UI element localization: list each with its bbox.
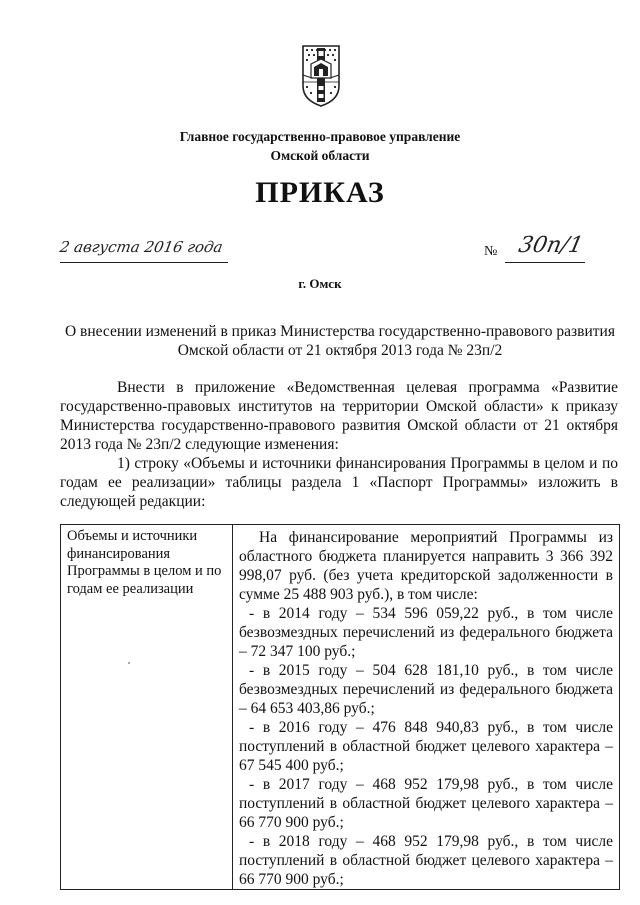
handwritten-number: 30п/1 (516, 233, 586, 258)
organization-name-line-2: Омской области (270, 148, 370, 163)
number-label: № (484, 244, 498, 259)
coat-of-arms-emblem (300, 42, 342, 108)
scan-speck (128, 662, 130, 664)
table-row (61, 525, 620, 890)
number-field (505, 232, 585, 263)
financing-item-2016: - в 2016 году – 476 848 940,83 руб., в том числе поступлений в областной бюджет целевого характера – 67 545 400 руб.; (239, 719, 613, 774)
financing-item-2018: - в 2018 году – 468 952 179,98 руб., в том числе поступлений в областной бюджет целевого характера – 66 770 900 руб.; (239, 833, 613, 888)
date-field (60, 232, 228, 263)
table-cell-label: Объемы и источники финансирования Программы в целом и по годам ее реализации (61, 525, 233, 890)
document-title: ПРИКАЗ (255, 176, 385, 209)
table-cell-content (233, 525, 620, 890)
financing-intro: На финансирование мероприятий Программы из областного бюджета планируется направить 3 366 392 998,07 руб. (без учета кредиторской задолженности в сумме 25 488 903 руб.), в том числе: (239, 529, 613, 603)
financing-item-2014: - в 2014 году – 534 596 059,22 руб., в том числе безвозмездных перечислений из федерального бюджета – 72 347 100 руб.; (239, 605, 613, 660)
city: г. Омск (298, 276, 342, 291)
organization-name-line-1: Главное государственно-правовое управление (179, 129, 461, 144)
order-subject: О внесении изменений в приказ Министерства государственно-правового развития Омской области от 21 октября 2013 года № 23п/2 (64, 323, 615, 359)
handwritten-date: 2 августа 2016 года (58, 238, 225, 256)
passport-table (60, 524, 620, 890)
body-paragraph-2: 1) строку «Объемы и источники финансирования Программы в целом и по годам ее реализации» таблицы раздела 1 «Паспорт Программы» изложить в следующей редакции: (60, 455, 618, 510)
financing-item-2017: - в 2017 году – 468 952 179,98 руб., в том числе поступлений в областной бюджет целевого характера – 66 770 900 руб.; (239, 776, 613, 831)
financing-item-2015: - в 2015 году – 504 628 181,10 руб., в том числе безвозмездных перечислений из федерального бюджета – 64 653 403,86 руб.; (239, 662, 613, 717)
body-paragraph-1: Внести в приложение «Ведомственная целевая программа «Развитие государственно-правовых институтов на территории Омской области» к приказу Министерства государственно-правового развития Омской области от 21 октября 2013 года № 23п/2 следующие изменения: (60, 379, 618, 453)
